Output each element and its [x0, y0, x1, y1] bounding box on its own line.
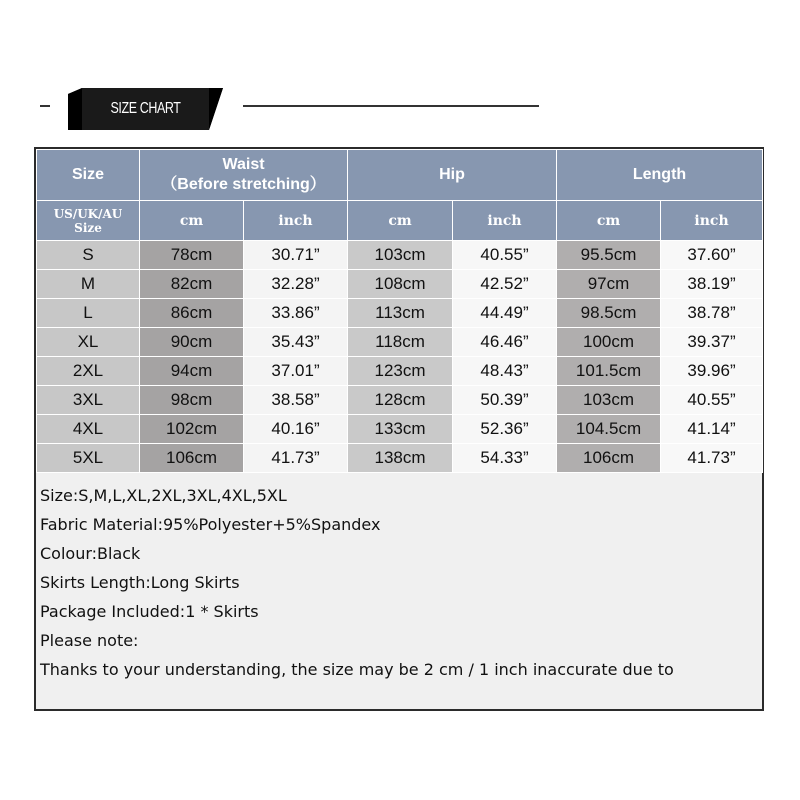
cell-length-inch: 41.14” — [661, 415, 763, 444]
cell-hip-cm: 138cm — [348, 444, 453, 473]
cell-waist-inch: 41.73” — [244, 444, 348, 473]
size-chart-banner — [68, 88, 223, 130]
cell-hip-inch: 48.43” — [453, 357, 557, 386]
note-line: Package Included:1 * Skirts — [40, 602, 259, 621]
subheader-waist-cm: cm — [140, 201, 244, 241]
table-row — [37, 299, 763, 328]
table-row — [37, 444, 763, 473]
cell-waist-cm: 98cm — [140, 386, 244, 415]
note-line: Size:S,M,L,XL,2XL,3XL,4XL,5XL — [40, 486, 287, 505]
cell-length-cm: 95.5cm — [557, 241, 661, 270]
table-row — [37, 357, 763, 386]
subheader-hip-inch: inch — [453, 201, 557, 241]
cell-size: 2XL — [37, 357, 140, 386]
subheader-size-line2: Size — [74, 220, 102, 235]
cell-hip-inch: 52.36” — [453, 415, 557, 444]
cell-waist-cm: 102cm — [140, 415, 244, 444]
header-rule — [243, 105, 539, 107]
cell-length-cm: 104.5cm — [557, 415, 661, 444]
cell-hip-inch: 44.49” — [453, 299, 557, 328]
subheader-length-cm: cm — [557, 201, 661, 241]
table-row — [37, 386, 763, 415]
note-line: Colour:Black — [40, 544, 141, 563]
cell-waist-cm: 82cm — [140, 270, 244, 299]
subheader-hip-cm: cm — [348, 201, 453, 241]
note-line: Fabric Material:95%Polyester+5%Spandex — [40, 515, 381, 534]
banner-title: SIZE CHART — [110, 100, 181, 117]
header-waist-line2: （Before stretching） — [161, 176, 326, 193]
cell-length-inch: 39.96” — [661, 357, 763, 386]
cell-waist-inch: 37.01” — [244, 357, 348, 386]
table-row — [37, 328, 763, 357]
cell-hip-cm: 113cm — [348, 299, 453, 328]
cell-length-cm: 98.5cm — [557, 299, 661, 328]
cell-hip-cm: 118cm — [348, 328, 453, 357]
cell-length-inch: 41.73” — [661, 444, 763, 473]
header-size: Size — [37, 150, 140, 201]
cell-waist-inch: 32.28” — [244, 270, 348, 299]
cell-size: S — [37, 241, 140, 270]
cell-length-inch: 38.19” — [661, 270, 763, 299]
cell-hip-cm: 108cm — [348, 270, 453, 299]
size-table-body — [37, 241, 763, 473]
cell-waist-inch: 30.71” — [244, 241, 348, 270]
subheader-size-line1: US/UK/AU — [53, 206, 123, 221]
size-chart-header — [0, 0, 800, 140]
cell-waist-cm: 94cm — [140, 357, 244, 386]
cell-waist-inch: 35.43” — [244, 328, 348, 357]
header-waist — [140, 150, 348, 201]
cell-hip-cm: 123cm — [348, 357, 453, 386]
table-row — [37, 415, 763, 444]
product-notes — [34, 473, 764, 711]
cell-waist-cm: 90cm — [140, 328, 244, 357]
cell-size: 3XL — [37, 386, 140, 415]
note-line: Thanks to your understanding, the size may be 2 cm / 1 inch inaccurate due to — [40, 660, 674, 679]
cell-length-cm: 97cm — [557, 270, 661, 299]
cell-size: L — [37, 299, 140, 328]
cell-length-inch: 39.37” — [661, 328, 763, 357]
header-hip: Hip — [348, 150, 557, 201]
cell-length-cm: 100cm — [557, 328, 661, 357]
cell-length-cm: 101.5cm — [557, 357, 661, 386]
cell-waist-cm: 78cm — [140, 241, 244, 270]
note-line: Skirts Length:Long Skirts — [40, 573, 240, 592]
header-waist-line1: Waist — [222, 156, 265, 173]
cell-waist-inch: 38.58” — [244, 386, 348, 415]
header-dash — [40, 105, 50, 107]
table-row — [37, 270, 763, 299]
cell-size: 4XL — [37, 415, 140, 444]
subheader-waist-inch: inch — [244, 201, 348, 241]
cell-hip-cm: 128cm — [348, 386, 453, 415]
cell-hip-inch: 46.46” — [453, 328, 557, 357]
size-table-container — [34, 147, 764, 473]
cell-hip-inch: 54.33” — [453, 444, 557, 473]
table-row — [37, 241, 763, 270]
size-table — [36, 149, 763, 473]
cell-hip-inch: 40.55” — [453, 241, 557, 270]
cell-length-inch: 38.78” — [661, 299, 763, 328]
cell-waist-inch: 33.86” — [244, 299, 348, 328]
cell-hip-inch: 50.39” — [453, 386, 557, 415]
cell-waist-cm: 86cm — [140, 299, 244, 328]
subheader-length-inch: inch — [661, 201, 763, 241]
header-length: Length — [557, 150, 763, 201]
cell-size: 5XL — [37, 444, 140, 473]
cell-hip-inch: 42.52” — [453, 270, 557, 299]
cell-length-inch: 37.60” — [661, 241, 763, 270]
cell-waist-inch: 40.16” — [244, 415, 348, 444]
table-header-row — [37, 150, 763, 201]
cell-length-inch: 40.55” — [661, 386, 763, 415]
cell-size: M — [37, 270, 140, 299]
cell-waist-cm: 106cm — [140, 444, 244, 473]
cell-hip-cm: 133cm — [348, 415, 453, 444]
table-subheader-row — [37, 201, 763, 241]
cell-size: XL — [37, 328, 140, 357]
cell-length-cm: 106cm — [557, 444, 661, 473]
subheader-size — [37, 201, 140, 241]
cell-hip-cm: 103cm — [348, 241, 453, 270]
cell-length-cm: 103cm — [557, 386, 661, 415]
note-line: Please note: — [40, 631, 139, 650]
